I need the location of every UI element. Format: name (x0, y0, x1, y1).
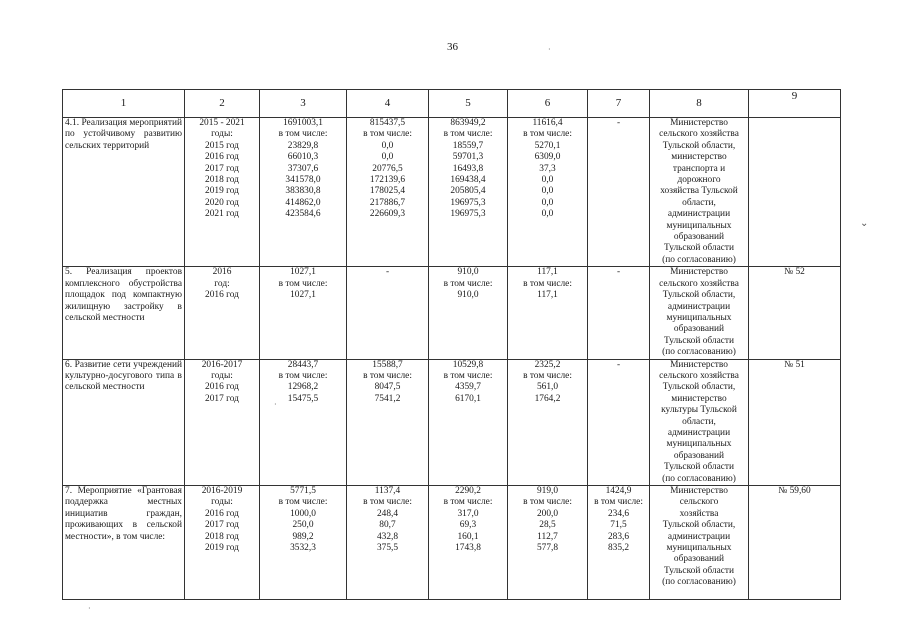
value-cell-col7: - (588, 359, 650, 485)
value-cell-col5: 2290,2 в том числе: 317,0 69,3 160,1 1743,8 (429, 486, 508, 600)
scan-speck: · (274, 400, 277, 409)
column-header: 9 (749, 90, 841, 118)
column-header: 2 (185, 90, 260, 118)
table-row (63, 118, 841, 267)
value-cell-col7: 1424,9 в том числе: 234,6 71,5 283,6 835,2 (588, 486, 650, 600)
column-header: 8 (650, 90, 749, 118)
column-header: 5 (429, 90, 508, 118)
page-number: 36 (447, 41, 458, 53)
executor-cell: Министерство сельского хозяйства Тульской области, администрации муниципальных образований Тульской области (по согласованию) (650, 486, 749, 600)
value-cell-col3: 5771,5 в том числе: 1000,0 250,0 989,2 3532,3 (260, 486, 347, 600)
column-header: 1 (63, 90, 185, 118)
value-cell-col4: 815437,5 в том числе: 0,0 0,0 20776,5 172139,6 178025,4 217886,7 226609,3 (347, 118, 429, 267)
value-cell-col6: 2325,2 в том числе: 561,0 1764,2 (508, 359, 588, 485)
note-cell: № 51 (749, 359, 841, 485)
value-cell-col3: 28443,7 в том числе: 12968,2 15475,5 (260, 359, 347, 485)
table-row (63, 359, 841, 485)
header-row (63, 90, 841, 118)
period-cell: 2015 - 2021 годы: 2015 год 2016 год 2017 год 2018 год 2019 год 2020 год 2021 год (185, 118, 260, 267)
value-cell-col5: 863949,2 в том числе: 18559,7 59701,3 16493,8 169438,4 205805,4 196975,3 196975,3 (429, 118, 508, 267)
scan-tick-mark: ⌄ (860, 218, 869, 229)
scan-speck: · (88, 604, 91, 613)
period-cell: 2016 год: 2016 год (185, 267, 260, 359)
executor-cell: Министерство сельского хозяйства Тульской области, министерство транспорта и дорожного хозяйства Тульской области, администрации муниципальных образований Тульской области (по согласованию) (650, 118, 749, 267)
measure-name-cell: 7. Мероприятие «Грантовая поддержка местных инициатив граждан, проживающих в сельской местности», в том числе: (63, 486, 185, 600)
program-table (62, 89, 841, 600)
value-cell-col3: 1027,1 в том числе: 1027,1 (260, 267, 347, 359)
column-header: 3 (260, 90, 347, 118)
column-header: 7 (588, 90, 650, 118)
measure-name-cell: 5. Реализация проектов комплексного обустройства площадок под компактную жилищную застройку в сельской местности (63, 267, 185, 359)
value-cell-col7: - (588, 267, 650, 359)
measure-name-cell: 6. Развитие сети учреждений культурно-досугового типа в сельской местности (63, 359, 185, 485)
measure-name-cell: 4.1. Реализация мероприятий по устойчивому развитию сельских территорий (63, 118, 185, 267)
table-row (63, 486, 841, 600)
note-cell (749, 118, 841, 267)
value-cell-col6: 117,1 в том числе: 117,1 (508, 267, 588, 359)
value-cell-col3: 1691003,1 в том числе: 23829,8 66010,3 37307,6 341578,0 383830,8 414862,0 423584,6 (260, 118, 347, 267)
note-cell: № 59,60 (749, 486, 841, 600)
period-cell: 2016-2019 годы: 2016 год 2017 год 2018 год 2019 год (185, 486, 260, 600)
value-cell-col4: 1137,4 в том числе: 248,4 80,7 432,8 375,5 (347, 486, 429, 600)
value-cell-col5: 910,0 в том числе: 910,0 (429, 267, 508, 359)
executor-cell: Министерство сельского хозяйства Тульской области, министерство культуры Тульской области, администрации муниципальных образований Тульской области (по согласованию) (650, 359, 749, 485)
column-header: 4 (347, 90, 429, 118)
column-header: 6 (508, 90, 588, 118)
value-cell-col5: 10529,8 в том числе: 4359,7 6170,1 (429, 359, 508, 485)
period-cell: 2016-2017 годы: 2016 год 2017 год (185, 359, 260, 485)
scan-speck: · (548, 45, 551, 54)
value-cell-col7: - (588, 118, 650, 267)
table-row (63, 267, 841, 359)
value-cell-col6: 919,0 в том числе: 200,0 28,5 112,7 577,8 (508, 486, 588, 600)
value-cell-col4: 15588,7 в том числе: 8047,5 7541,2 (347, 359, 429, 485)
executor-cell: Министерство сельского хозяйства Тульской области, администрации муниципальных образований Тульской области (по согласованию) (650, 267, 749, 359)
note-cell: № 52 (749, 267, 841, 359)
value-cell-col6: 11616,4 в том числе: 5270,1 6309,0 37,3 0,0 0,0 0,0 0,0 (508, 118, 588, 267)
value-cell-col4: - (347, 267, 429, 359)
